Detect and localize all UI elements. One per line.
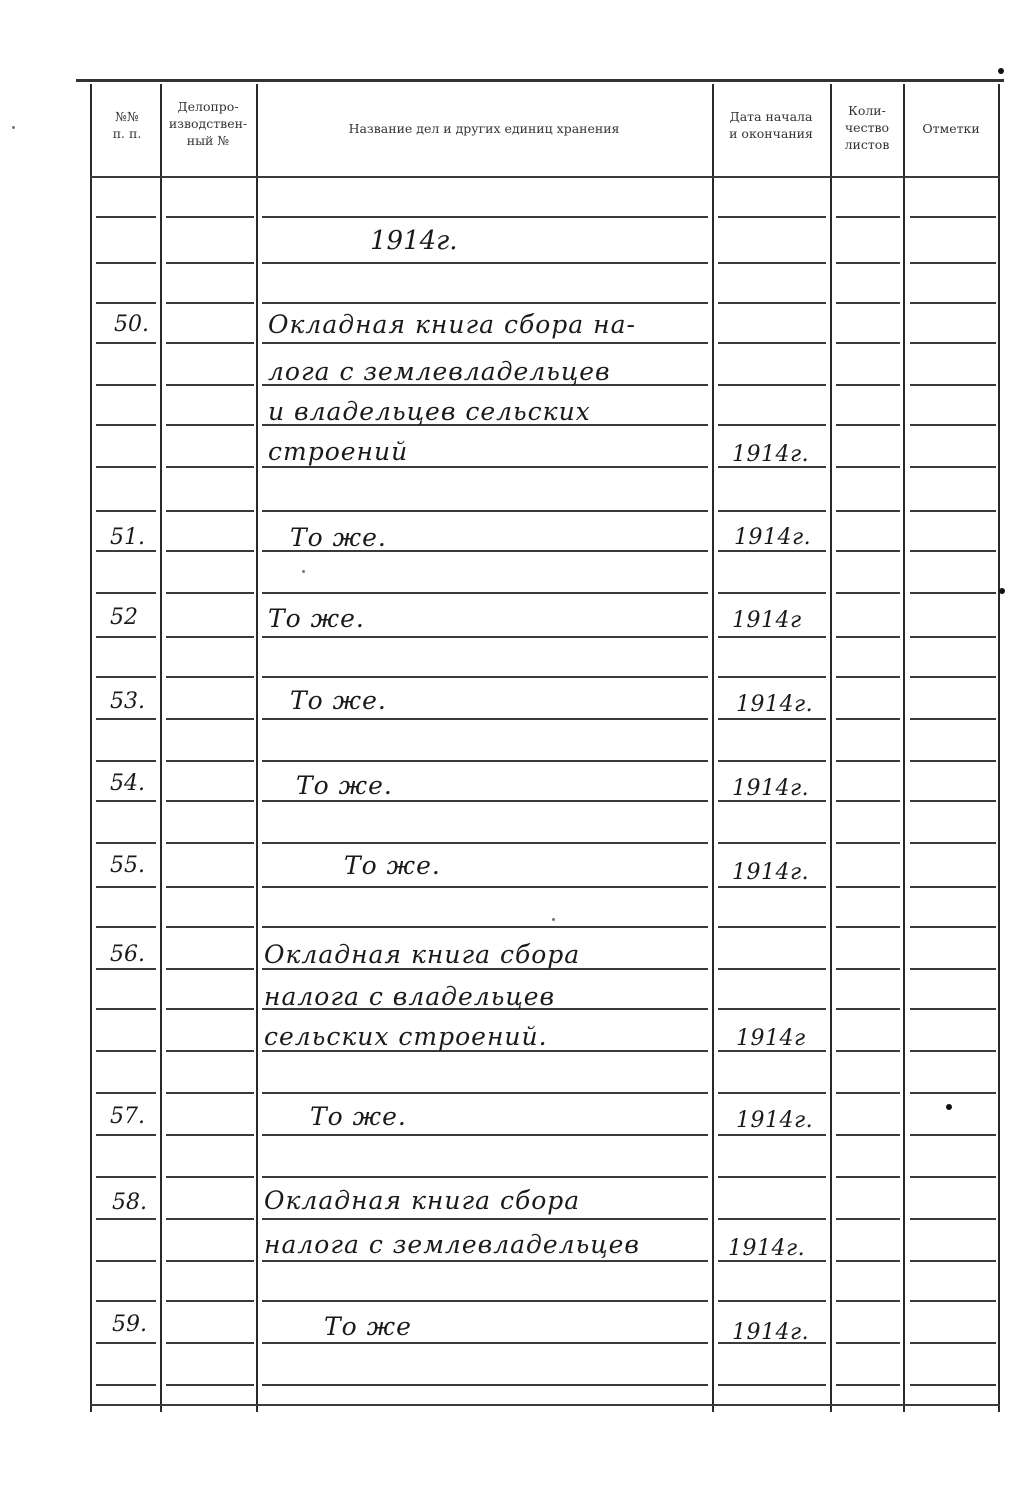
ruled-line [836,1384,900,1386]
ruled-line [836,424,900,426]
ruled-line [836,302,900,304]
ruled-line [718,886,826,888]
ruled-line [262,262,708,264]
ruled-line [836,886,900,888]
record-number: 59. [112,1312,147,1337]
ruled-line [262,800,708,802]
ruled-line [96,842,156,844]
record-date: 1914г. [732,1320,810,1345]
ruled-line [910,1092,996,1094]
ruled-line [262,510,708,512]
record-date: 1914г. [732,442,810,467]
ruled-line [96,968,156,970]
ruled-line [910,592,996,594]
ruled-line [262,466,708,468]
record-date: 1914г. [732,776,810,801]
ruled-line [910,1050,996,1052]
ruled-line [910,636,996,638]
ruled-line [166,1176,254,1178]
record-number: 53. [110,689,145,714]
ruled-line [96,216,156,218]
ruled-line [718,592,826,594]
ruled-line [718,384,826,386]
ruled-line [96,550,156,552]
section-year: 1914г. [370,226,458,256]
header-title: Название дел и других единиц хранения [348,121,620,136]
ruled-line [166,424,254,426]
ruled-line [718,1134,826,1136]
ruled-line [910,676,996,678]
ruled-line [166,1218,254,1220]
ruled-line [836,550,900,552]
ruled-line [262,1300,708,1302]
ruled-line [262,1260,708,1262]
ruled-line [910,926,996,928]
ruled-line [96,1342,156,1344]
ruled-line [910,1008,996,1010]
ruled-line [96,384,156,386]
record-number: 52 [110,605,138,630]
record-title-line: То же. [310,1102,407,1131]
ruled-line [96,886,156,888]
ruled-line [166,1050,254,1052]
record-title-line: То же. [290,523,387,552]
ruled-line [166,262,254,264]
ruled-line [836,384,900,386]
ruled-line [96,466,156,468]
ruled-line [910,1384,996,1386]
ruled-line [166,842,254,844]
ruled-line [96,510,156,512]
ruled-line [96,1008,156,1010]
ruled-line [166,384,254,386]
ruled-line [910,1342,996,1344]
ruled-line [718,342,826,344]
ruled-line [910,384,996,386]
ruled-line [166,760,254,762]
ruled-line [718,550,826,552]
ruled-line [262,676,708,678]
ruled-line [718,842,826,844]
ruled-line [718,216,826,218]
ruled-line [166,886,254,888]
ruled-line [262,1384,708,1386]
record-title-line: То же [324,1312,412,1341]
record-title-line: и владельцев сельских [268,397,591,426]
record-date: 1914г. [728,1236,806,1261]
ruled-line [718,636,826,638]
ruled-line [836,800,900,802]
scan-speck [999,588,1005,594]
header-bottom-border [90,176,1000,178]
header-office-number: Делопро- изводствен- ный № [168,99,248,148]
ruled-line [166,302,254,304]
record-title-line: То же. [296,771,393,800]
ruled-line [166,510,254,512]
ruled-line [910,760,996,762]
record-date: 1914г. [736,692,814,717]
ruled-line [836,216,900,218]
ruled-line [718,760,826,762]
ruled-line [836,1092,900,1094]
ruled-line [166,466,254,468]
record-number: 51. [110,525,145,550]
record-number: 56. [110,942,145,967]
header-number: №№ п. п. [112,109,142,141]
ruled-line [836,636,900,638]
ruled-line [836,510,900,512]
scan-speck [946,1104,952,1110]
record-date: 1914г [732,608,802,633]
ruled-line [718,968,826,970]
ruled-line [836,262,900,264]
record-title-line: То же. [268,604,365,633]
ruled-line [166,1384,254,1386]
record-number: 55. [110,853,145,878]
ruled-line [836,718,900,720]
ruled-line [718,302,826,304]
record-number: 50. [114,312,149,337]
ruled-line [836,842,900,844]
ruled-line [836,592,900,594]
ruled-line [910,342,996,344]
ruled-line [910,216,996,218]
ruled-line [836,1008,900,1010]
ruled-line [910,550,996,552]
ruled-line [262,216,708,218]
ruled-line [718,1008,826,1010]
ruled-line [262,1342,708,1344]
ruled-line [96,302,156,304]
ruled-line [836,466,900,468]
ruled-line [836,1050,900,1052]
ruled-line [166,968,254,970]
ruled-line [96,592,156,594]
record-title-line: То же. [290,686,387,715]
record-date: 1914г. [736,1108,814,1133]
ruled-line [718,926,826,928]
record-date: 1914г. [734,525,812,550]
record-title-line: лога с землевладельцев [268,357,611,386]
ruled-line [166,676,254,678]
ruled-line [262,592,708,594]
ruled-line [910,800,996,802]
ruled-line [910,1176,996,1178]
ruled-line [96,1176,156,1178]
ruled-line [718,1300,826,1302]
record-number: 54. [110,771,145,796]
ruled-line [166,1008,254,1010]
ruled-line [836,1176,900,1178]
ruled-line [262,1176,708,1178]
ruled-line [718,1092,826,1094]
ruled-line [166,592,254,594]
ruled-line [836,968,900,970]
ruled-line [96,1092,156,1094]
ruled-line [96,676,156,678]
ruled-line [96,1134,156,1136]
ruled-line [166,1342,254,1344]
record-title-line: Окладная книга сбора на- [268,310,636,339]
ruled-line [836,342,900,344]
column-divider [903,84,905,1412]
ruled-line [836,676,900,678]
ruled-line [262,1092,708,1094]
ruled-line [166,800,254,802]
ruled-line [166,216,254,218]
ruled-line [836,1218,900,1220]
ruled-line [96,1218,156,1220]
record-title-line: Окладная книга сбора [264,940,581,969]
ruled-line [96,760,156,762]
scan-speck [302,570,305,573]
record-date: 1914г [736,1026,806,1051]
ruled-line [262,842,708,844]
ruled-line [166,636,254,638]
ruled-line [910,510,996,512]
ruled-line [910,262,996,264]
ruled-line [166,926,254,928]
ruled-line [166,1260,254,1262]
ruled-line [262,636,708,638]
ruled-line [96,800,156,802]
ruled-line [96,636,156,638]
ruled-line [262,718,708,720]
ruled-line [836,1260,900,1262]
ruled-line [910,968,996,970]
ruled-line [910,886,996,888]
header-dates: Дата начала и окончания [729,109,813,141]
ruled-line [262,302,708,304]
ruled-line [910,718,996,720]
ruled-line [718,676,826,678]
ruled-line [910,424,996,426]
ruled-line [836,1134,900,1136]
scan-speck [12,126,15,129]
ruled-line [718,718,826,720]
ruled-line [910,1218,996,1220]
ruled-line [910,1260,996,1262]
ruled-line [262,760,708,762]
record-title-line: строений [268,437,409,466]
ruled-line [96,926,156,928]
scan-speck [552,918,555,921]
record-title-line: налога с владельцев [264,982,556,1011]
ruled-line [718,510,826,512]
record-title-line: Окладная книга сбора [264,1186,581,1215]
header-sheet-count: Коли- чество листов [844,103,890,152]
ruled-line [836,926,900,928]
ruled-line [910,302,996,304]
record-number: 58. [112,1190,147,1215]
ruled-line [262,1218,708,1220]
ruled-line [166,1300,254,1302]
record-number: 57. [110,1104,145,1129]
scan-speck [998,68,1004,74]
ruled-line [166,1092,254,1094]
column-divider [712,84,714,1412]
left-border [90,84,92,1412]
ruled-line [96,1384,156,1386]
right-border [998,84,1000,1412]
ruled-line [262,886,708,888]
ruled-line [836,1300,900,1302]
ruled-line [262,1134,708,1136]
header-notes: Отметки [922,121,980,136]
ruled-line [96,1050,156,1052]
ruled-line [166,1134,254,1136]
ruled-line [96,1260,156,1262]
column-divider [830,84,832,1412]
column-divider [160,84,162,1412]
record-title-line: сельских строений. [264,1022,548,1051]
ruled-line [96,424,156,426]
ruled-line [910,1134,996,1136]
table-top-border [76,79,1004,82]
ruled-line [718,1176,826,1178]
table-bottom-line [90,1404,1000,1406]
ruled-line [910,842,996,844]
record-title-line: налога с землевладельцев [264,1230,640,1259]
ruled-line [166,342,254,344]
ruled-line [96,262,156,264]
ruled-line [910,466,996,468]
ruled-line [262,926,708,928]
record-title-line: То же. [344,851,441,880]
ruled-line [166,550,254,552]
ruled-line [166,718,254,720]
record-date: 1914г. [732,860,810,885]
column-divider [256,84,258,1412]
ruled-line [718,262,826,264]
ruled-line [718,1218,826,1220]
ruled-line [836,760,900,762]
ruled-line [910,1300,996,1302]
ruled-line [718,1384,826,1386]
ruled-line [718,424,826,426]
ruled-line [96,1300,156,1302]
ruled-line [96,342,156,344]
ruled-line [262,342,708,344]
ruled-line [96,718,156,720]
ruled-line [836,1342,900,1344]
